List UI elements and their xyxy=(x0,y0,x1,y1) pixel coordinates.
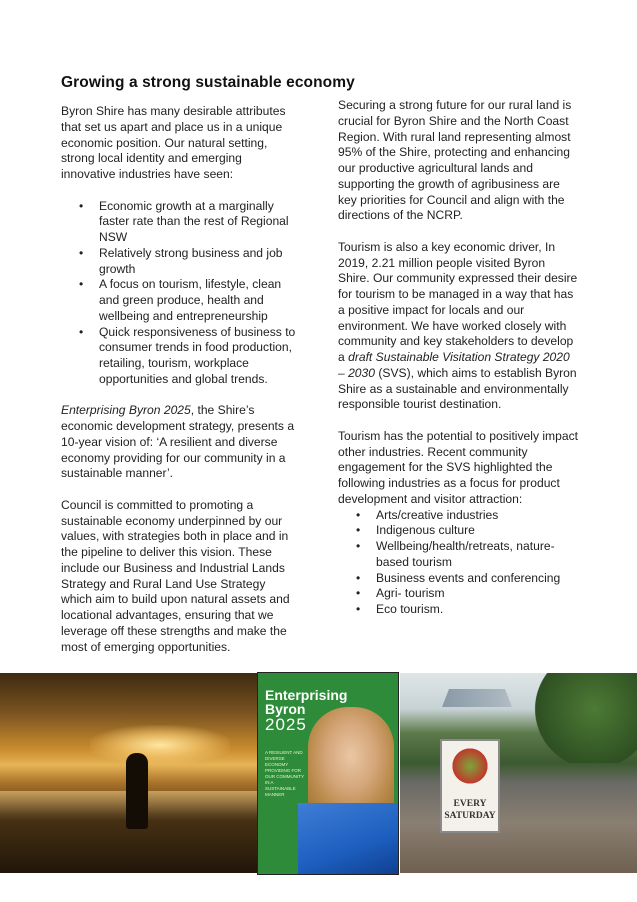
list-item: • Quick responsiveness of business to consumer trends in food production, retailing, tourism, workplace opportunities and global trends. xyxy=(99,325,296,388)
strategy-title: Enterprising Byron 2025 xyxy=(61,403,191,418)
list-item: • Eco tourism. xyxy=(376,602,578,618)
left-column xyxy=(61,104,296,671)
surfer-sunset-photo xyxy=(0,673,258,873)
list-item: • A focus on tourism, lifestyle, clean and green produce, health and wellbeing and entrepreneurship xyxy=(99,277,296,324)
tourism-paragraph xyxy=(338,240,578,413)
list-item: • Indigenous culture xyxy=(376,523,578,539)
cover-lighthouse-band xyxy=(298,803,398,875)
tourism-text-b: (SVS), which aims to establish Byron Shire as a sustainable and environmentally responsible tourist destination. xyxy=(338,365,577,412)
cover-title-line1: Enterprising xyxy=(265,687,348,703)
strategy-cover-image xyxy=(257,672,399,875)
svs-title: draft Sustainable Visitation Strategy 2020 – 2030 xyxy=(338,350,570,380)
sign-line1: EVERY xyxy=(453,799,487,809)
list-item: • Economic growth at a marginally faster rate than the rest of Regional NSW xyxy=(99,199,296,246)
list-item: • Relatively strong business and job growth xyxy=(99,246,296,278)
sign-line2: SATURDAY xyxy=(444,811,496,821)
right-column xyxy=(338,98,578,634)
council-paragraph: Council is committed to promoting a sustainable economy underpinned by our values, with strategies both in place and in the pipeline to deliver this vision. These include our Business and Industrial Lands Strategy and Rural Land Use Strategy which aim to build upon natural assets and locational advantages, ensuring that we leverage off these strengths and make the most of emerging opportunities. xyxy=(61,497,290,654)
industries-paragraph: Tourism has the potential to positively impact other industries. Recent community engagement for the SVS highlighted the following industries as a focus for product development and visitor attraction: xyxy=(338,428,578,506)
tourism-text-a: Tourism is also a key economic driver, In 2019, 2.21 million people visited Byron Shire. Our community expressed their desire for tourism to be managed in a way that has a positive impact for locals and our environment. We have worked closely with community and key stakeholders to develop a xyxy=(338,239,578,364)
surfer-silhouette xyxy=(126,753,148,829)
strategy-paragraph xyxy=(61,403,296,482)
cover-portrait xyxy=(308,707,394,815)
industries-list xyxy=(338,508,578,618)
list-item: • Arts/creative industries xyxy=(376,508,578,524)
section-heading: Growing a strong sustainable economy xyxy=(61,74,355,91)
cover-year: 2025 xyxy=(265,715,307,734)
attributes-list xyxy=(61,199,296,388)
rural-land-paragraph: Securing a strong future for our rural land is crucial for Byron Shire and the North Coast Region. With rural land representing almost 95% of the Shire, protecting and enhancing our productive agricultural lands and supporting the growth of agribusiness are key priorities for Council and align with the directions of the NCRP. xyxy=(338,98,572,223)
cover-tagline: A RESILIENT AND DIVERSE ECONOMY PROVIDING FOR OUR COMMUNITY IN A SUSTAINABLE MANNER xyxy=(265,750,304,797)
tree xyxy=(530,673,637,763)
market-tents xyxy=(442,689,512,707)
strategy-text: , the Shire’s economic development strategy, presents a 10-year vision of: ‘A resilient and diverse economy providing for our community in a sustainable manner’. xyxy=(61,403,295,481)
list-item: • Agri- tourism xyxy=(376,586,578,602)
intro-paragraph: Byron Shire has many desirable attributes that set us apart and place us in a unique economic position. Our natural setting, strong local identity and emerging innovative industries have seen: xyxy=(61,104,286,181)
market-sign xyxy=(440,739,500,833)
farmers-market-logo xyxy=(448,747,492,785)
list-item: • Wellbeing/health/retreats, nature-based tourism xyxy=(376,539,578,571)
list-item: • Business events and conferencing xyxy=(376,571,578,587)
sun-glow xyxy=(90,725,230,765)
farmers-market-photo xyxy=(400,673,637,873)
cover-title-line2: Byron xyxy=(265,701,306,717)
